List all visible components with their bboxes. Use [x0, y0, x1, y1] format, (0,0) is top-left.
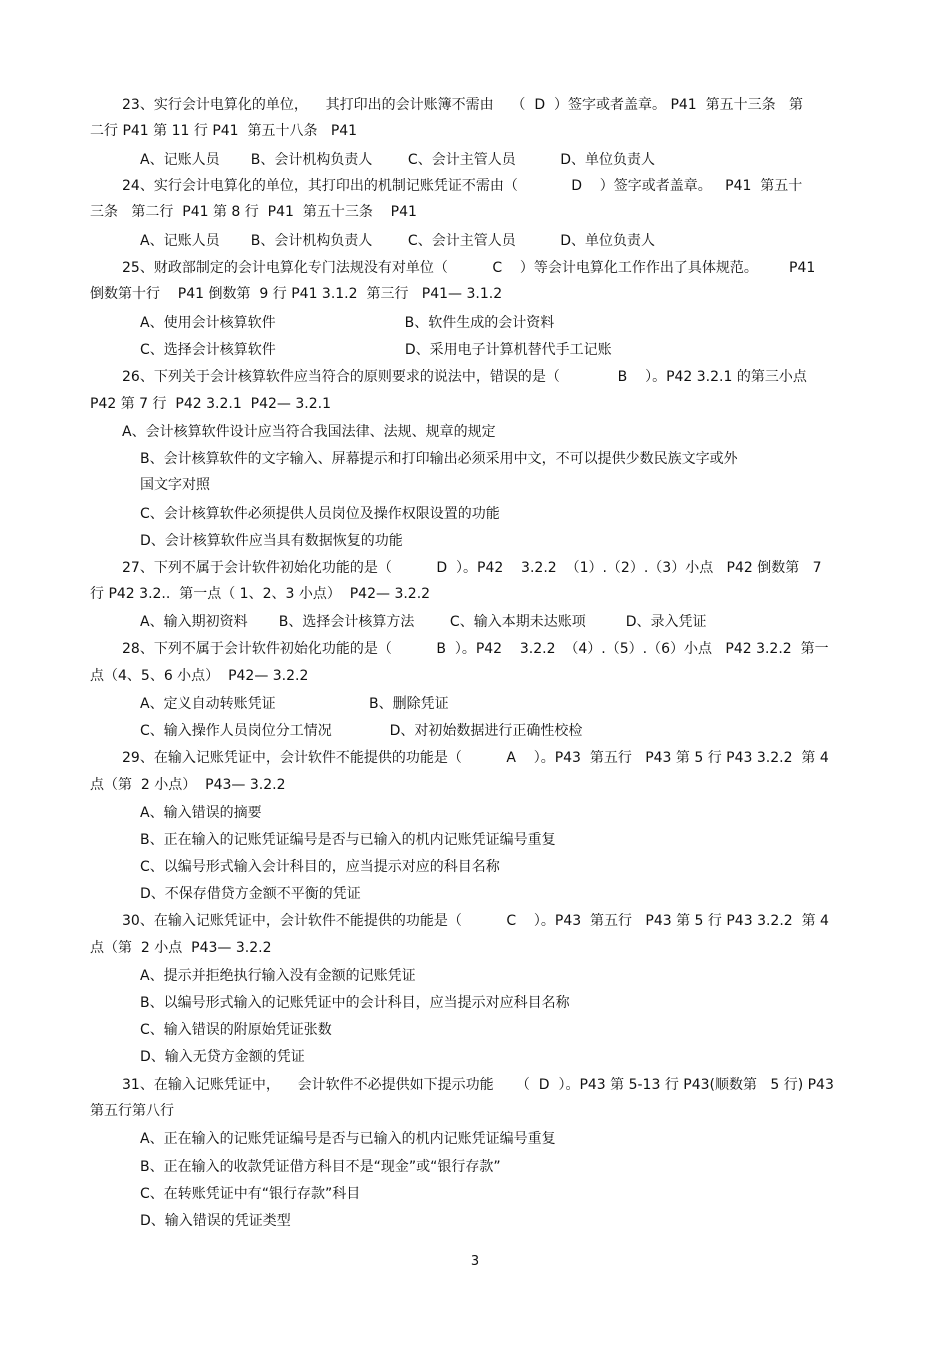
- question-text-line: 27、下列不属于会计软件初始化功能的是（ D ）。P42 3.2.2 （1）.（2）.（3）小点 P42 倒数第 7: [122, 560, 822, 576]
- answer-option-line: B、会计核算软件的文字输入、屏幕提示和打印输出必须采用中文，不可以提供少数民族文字或外: [140, 451, 738, 467]
- question-text-line: 点（4、5、6 小点） P42— 3.2.2: [90, 668, 309, 684]
- answer-option-line: A、正在输入的记账凭证编号是否与已输入的机内记账凭证编号重复: [140, 1131, 556, 1147]
- answer-option-line: A、记账人员 B、会计机构负责人 C、会计主管人员 D、单位负责人: [140, 233, 655, 249]
- answer-option-line: B、以编号形式输入的记账凭证中的会计科目，应当提示对应科目名称: [140, 995, 570, 1011]
- question-text-line: 31、在输入记账凭证中， 会计软件不必提供如下提示功能 （ D ）。P43 第 5-13 行 P43(顺数第 5 行) P43: [122, 1077, 834, 1093]
- answer-option-line: D、输入无贷方金额的凭证: [140, 1049, 305, 1065]
- question-text-line: P42 第 7 行 P42 3.2.1 P42— 3.2.1: [90, 396, 331, 412]
- answer-option-line: A、定义自动转账凭证 B、删除凭证: [140, 696, 449, 712]
- question-text-line: 24、实行会计电算化的单位，其打印出的机制记账凭证不需由（ D ）签字或者盖章。 P41 第五十: [122, 178, 803, 194]
- question-text-line: 第五行第八行: [90, 1103, 174, 1119]
- question-text-line: 行 P42 3.2.. 第一点（ 1、2、3 小点） P42— 3.2.2: [90, 586, 431, 602]
- answer-option-line: C、输入操作人员岗位分工情况 D、对初始数据进行正确性校检: [140, 723, 583, 739]
- question-text-line: 25、财政部制定的会计电算化专门法规没有对单位（ C ）等会计电算化工作作出了具体规范。 P41: [122, 260, 816, 276]
- question-text-line: 二行 P41 第 11 行 P41 第五十八条 P41: [90, 123, 358, 139]
- answer-option-line: 国文字对照: [140, 477, 210, 493]
- answer-option-line: C、会计核算软件必须提供人员岗位及操作权限设置的功能: [140, 506, 500, 522]
- answer-option-line: D、不保存借贷方金额不平衡的凭证: [140, 886, 361, 902]
- answer-option-line: A、输入错误的摘要: [140, 805, 262, 821]
- page-number: 3: [470, 1254, 480, 1269]
- answer-option-line: A、会计核算软件设计应当符合我国法律、法规、规章的规定: [122, 424, 496, 440]
- answer-option-line: C、以编号形式输入会计科目的，应当提示对应的科目名称: [140, 859, 500, 875]
- answer-option-line: A、输入期初资料 B、选择会计核算方法 C、输入本期未达账项 D、录入凭证: [140, 614, 707, 630]
- question-text-line: 倒数第十行 P41 倒数第 9 行 P41 3.1.2 第三行 P41— 3.1.2: [90, 286, 503, 302]
- answer-option-line: B、正在输入的收款凭证借方科目不是“现金”或“银行存款”: [140, 1159, 501, 1175]
- question-text-line: 点（第 2 小点 P43— 3.2.2: [90, 940, 272, 956]
- answer-option-line: D、输入错误的凭证类型: [140, 1213, 291, 1229]
- answer-option-line: D、会计核算软件应当具有数据恢复的功能: [140, 533, 403, 549]
- answer-option-line: C、输入错误的附原始凭证张数: [140, 1022, 332, 1038]
- question-text-line: 23、实行会计电算化的单位， 其打印出的会计账簿不需由 （ D ）签字或者盖章。 P41 第五十三条 第: [122, 97, 803, 113]
- question-text-line: 29、在输入记账凭证中，会计软件不能提供的功能是（ A ）。P43 第五行 P43 第 5 行 P43 3.2.2 第 4: [122, 750, 829, 766]
- question-text-line: 26、下列关于会计核算软件应当符合的原则要求的说法中，错误的是（ B ）。P42 3.2.1 的第三小点: [122, 369, 807, 385]
- answer-option-line: C、选择会计核算软件 D、采用电子计算机替代手工记账: [140, 342, 612, 358]
- question-text-line: 点（第 2 小点） P43— 3.2.2: [90, 777, 286, 793]
- question-text-line: 30、在输入记账凭证中，会计软件不能提供的功能是（ C ）。P43 第五行 P43 第 5 行 P43 3.2.2 第 4: [122, 913, 829, 929]
- question-text-line: 28、下列不属于会计软件初始化功能的是（ B ）。P42 3.2.2 （4）.（5）.（6）小点 P42 3.2.2 第一: [122, 641, 829, 657]
- question-text-line: 三条 第二行 P41 第 8 行 P41 第五十三条 P41: [90, 204, 417, 220]
- answer-option-line: A、记账人员 B、会计机构负责人 C、会计主管人员 D、单位负责人: [140, 152, 655, 168]
- answer-option-line: A、使用会计核算软件 B、软件生成的会计资料: [140, 315, 555, 331]
- answer-option-line: A、提示并拒绝执行输入没有金额的记账凭证: [140, 968, 416, 984]
- answer-option-line: B、正在输入的记账凭证编号是否与已输入的机内记账凭证编号重复: [140, 832, 556, 848]
- answer-option-line: C、在转账凭证中有“银行存款”科目: [140, 1186, 361, 1202]
